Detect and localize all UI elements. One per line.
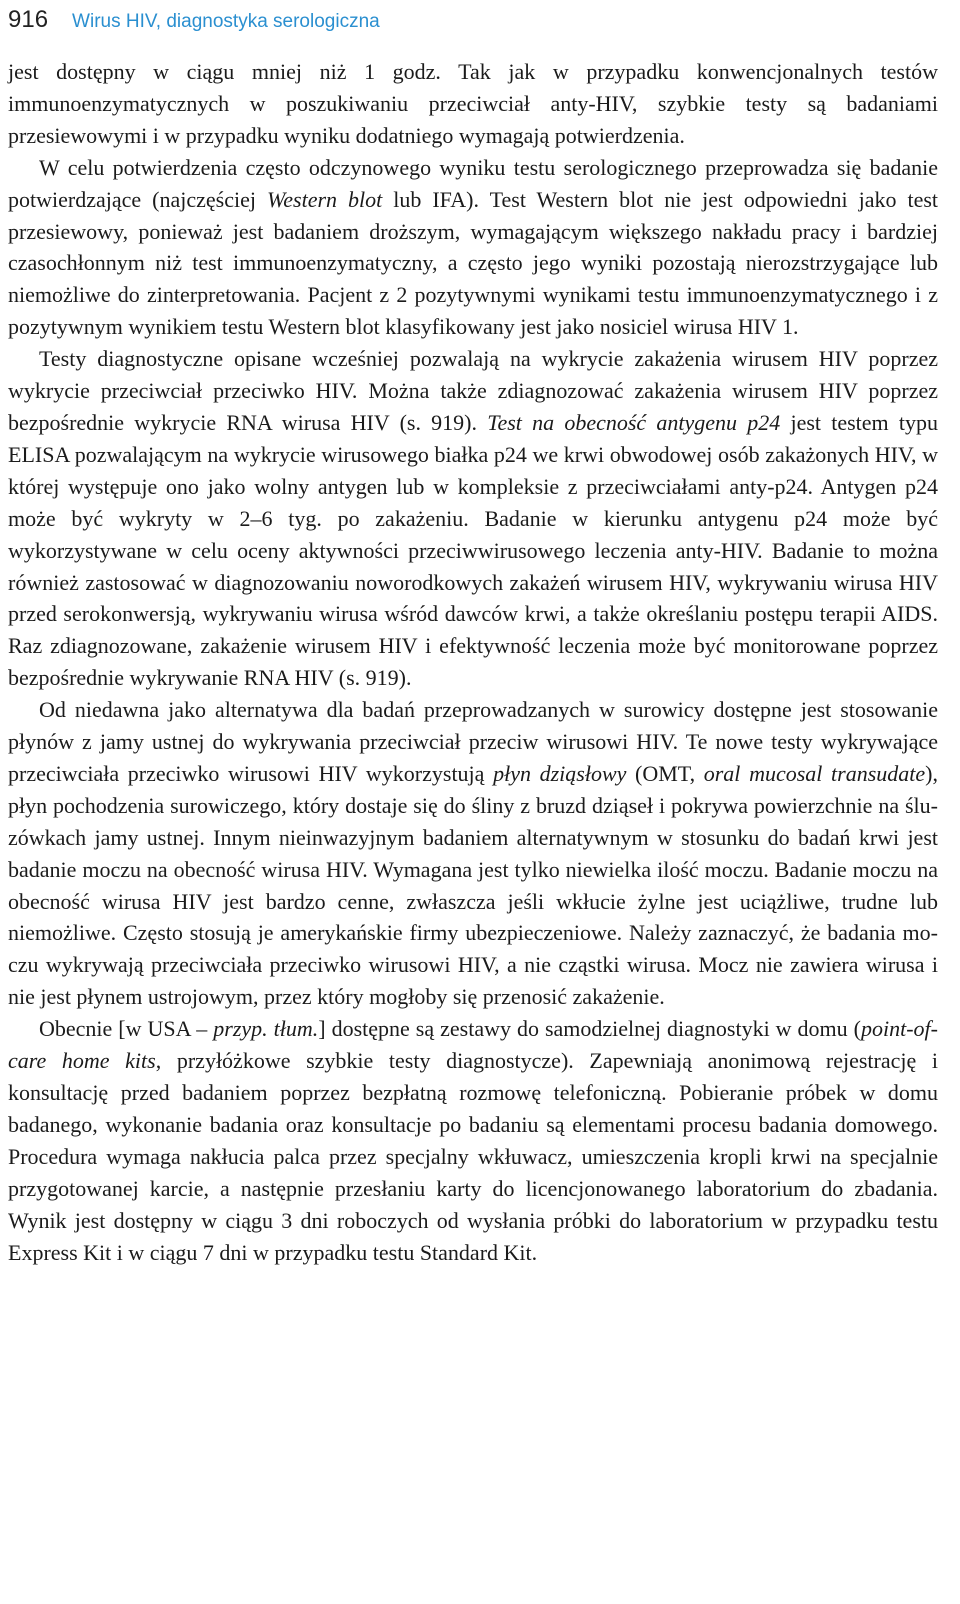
page-number: 916 xyxy=(8,6,49,33)
text-run: W celu potwierdzenia często odczynowego wyniku testu serologicznego przeprowadza się badanie potwierdzające (najczęściej xyxy=(8,154,938,212)
text-run: Od niedawna jako alternatywa dla badań przeprowadzanych w surowicy dostępne jest stosowanie płynów z jamy ustnej do wykrywania przeciwciał przeciw wirusowi HIV. Te nowe testy wykrywające przeciwciała przeciwko wirusowi HIV wykorzystują xyxy=(8,697,938,786)
text-run: ), płyn pochodzenia surowiczego, który dostaje się do śliny z bruzd dziąseł i pokrywa powierzchnie na śluzówkach jamy ustnej. Innym nieinwazyjnym badaniem alternatywnym w stosunku do badań krwi jest badanie moczu na obecność wirusa HIV. Wymagana jest tylko niewielka ilość moczu. Badanie moczu na obecność wirusa HIV jest bardzo cenne, zwłaszcza jeśli wkłucie żylne jest uciążliwe, trudne lub niemożliwe. Często stosują je amerykańskie firmy ubezpieczeniowe. Należy zaznaczyć, że badania moczu wykrywają przeciwciała przeciwko wirusowi HIV, a nie cząstki wirusa. Mocz nie zawiera wirusa i nie jest płynem ustrojowym, przez który mogłoby się przenosić zakażenie. xyxy=(8,760,938,1010)
italic-run: Western blot xyxy=(266,186,383,212)
text-run: ] dostępne są zestawy do samodzielnej diagnostyki w domu ( xyxy=(318,1016,861,1042)
paragraph xyxy=(8,152,938,343)
italic-run: point-of-care home kits xyxy=(8,1016,938,1074)
text-run: (OMT, xyxy=(626,760,704,786)
text-run: Testy diagnostyczne opisane wcześniej pozwalają na wykrycie zakażenia wirusem HIV poprzez wykrycie przeciwciał przeciwko HIV. Można także zdiagnozować zakażenia wirusem HIV poprzez bezpośrednie wykrycie RNA wirusa HIV (s. 919). xyxy=(8,346,938,435)
paragraph xyxy=(8,343,938,694)
text-run: , przyłóżkowe szybkie testy diagnostycze). Zapewniają anonimową rejestrację i konsultację przed badaniem poprzez bezpłatną rozmowę telefoniczną. Pobieranie próbek w domu badanego, wykonanie badania oraz konsultacje po badaniu są elementami procesu badania domowego. Procedura wymaga nakłucia palca przez specjalny wkłuwacz, umieszczenia kropli krwi na specjalnie przygotowanej karcie, a następnie przesłaniu karty do licencjonowanego laboratorium do zbadania. Wynik jest dostępny w ciągu 3 dni roboczych od wysłania próbki do laboratorium w przypadku testu Express Kit i w ciągu 7 dni w przypadku testu Standard Kit. xyxy=(8,1048,938,1265)
italic-run: Test na obecność antygenu p24 xyxy=(487,409,781,435)
body-text xyxy=(8,56,938,1268)
running-head xyxy=(8,6,380,38)
text-run: jest dostępny w ciągu mniej niż 1 godz. Tak jak w przypadku konwencjonalnych testów immunoenzymatycznych w poszukiwaniu przeciwciał anty-HIV, szybkie testy są badaniami przesiewowymi i w przypadku wyniku dodatniego wymagają potwierdzenia. xyxy=(8,59,938,148)
paragraph xyxy=(8,1013,938,1268)
chapter-title: Wirus HIV, diagnostyka serologiczna xyxy=(72,11,380,32)
italic-run: oral mucosal transudate xyxy=(703,760,926,786)
paragraph xyxy=(8,694,938,1013)
italic-run: płyn dziąsłowy xyxy=(493,760,627,786)
text-run: lub IFA). Test Western blot nie jest odpowiedni jako test przesiewowy, ponieważ jest badaniem droższym, wymagającym większego nakładu pracy i bardziej czasochłonnym niż test immunoenzymatyczny, a często jego wyniki pozostają nierozstrzygające lub niemożliwe do zinterpretowania. Pacjent z 2 pozytywnymi wynikami testu immunoenzymatycznego i z pozytywnym wynikiem testu Western blot klasyfikowany jest jako nosiciel wirusa HIV 1. xyxy=(8,186,939,340)
text-run: jest testem typu ELISA pozwalającym na wykrycie wirusowego białka p24 we krwi obwodowej osób zakażonych HIV, w której występuje ono jako wolny antygen lub w kompleksie z przeciwciałami anty-p24. Antygen p24 może być wykryty w 2–6 tyg. po zakażeniu. Badanie w kierunku antygenu p24 może być wykorzystywane w celu oceny aktywności przeciwwirusowego leczenia anty-HIV. Badanie to można również zastosować w diagnozowaniu noworodkowych zakażeń wirusem HIV, wykrywaniu wirusa HIV przed serokonwersją, wykrywaniu wirusa wśród dawców krwi, a także określaniu postępu terapii AIDS. Raz zdiagnozowane, zakażenie wirusem HIV i efektywność leczenia może być monitorowane poprzez bezpośrednie wykrywanie RNA HIV (s. 919). xyxy=(8,409,938,691)
paragraph xyxy=(8,56,938,152)
text-run: Obecnie [w USA – xyxy=(39,1016,214,1042)
italic-run: przyp. tłum. xyxy=(213,1016,319,1042)
